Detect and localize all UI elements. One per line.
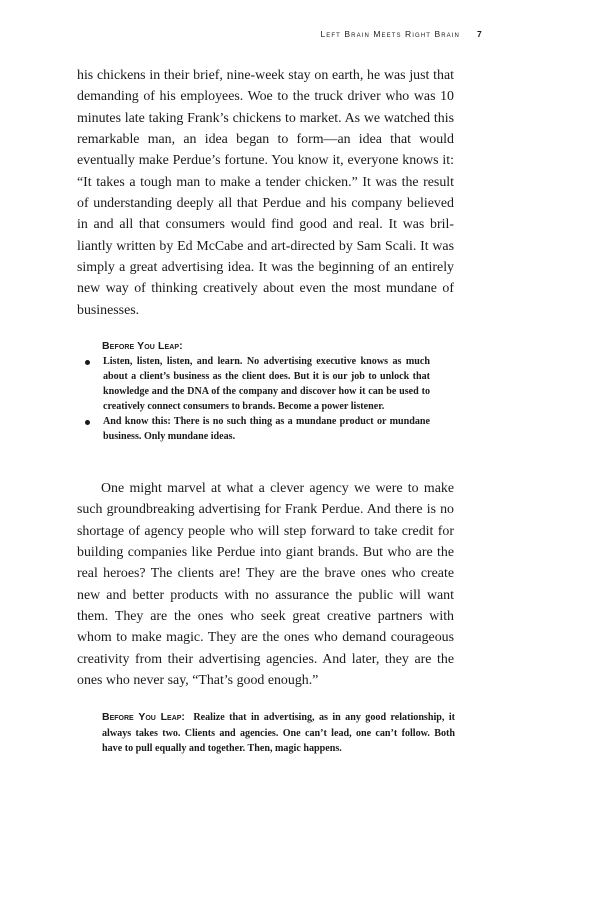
running-head bbox=[0, 29, 600, 43]
leap-item-text: And know this: There is no such thing as a mundane product or mundane business. Only mundane ideas. bbox=[103, 416, 430, 443]
leap-heading: Before You Leap: bbox=[102, 711, 185, 723]
leap-inline-text: Realize that in advertising, as in any good relationship, it always takes two. Clients and agencies. One can’t lead, one can’t follow. Both have to pull equally and together. Then, magic happens. bbox=[102, 712, 455, 755]
body-paragraph: his chickens in their brief, nine-week stay on earth, he was just that demanding of his employees. Woe to the truck driver who was 10 minutes late taking Frank’s chickens to market. As we watched this remarkable man, an idea began to form—an idea that would eventually make Perdue’s fortune. You know it, everyone knows it: “It takes a tough man to make a tender chicken.” It was the result of understanding deeply all that Perdue and his company believed in and all that consumers would find good and real. It was brilliantly written by Ed McCabe and art-directed by Sam Scali. It was simply a great advertising idea. It was the beginning of an entirely new way of thinking creatively about even the most mundane of businesses. bbox=[77, 68, 454, 318]
page-number: 7 bbox=[477, 29, 482, 39]
body-paragraph-1-block bbox=[77, 65, 454, 321]
leap-list-item bbox=[84, 354, 430, 414]
leap-list-item bbox=[84, 414, 430, 444]
leap-item-text: Listen, listen, listen, and learn. No advertising executive knows as much about a client’s business as the client does. But it is our job to unlock that knowledge and the DNA of the company and discover how it can be used to creatively connect consumers to brands. Become a power listener. bbox=[103, 356, 430, 413]
leap-list bbox=[84, 354, 430, 445]
before-you-leap-box-1 bbox=[84, 340, 430, 445]
body-paragraph-2-block bbox=[77, 478, 454, 691]
bullet-icon bbox=[85, 360, 90, 365]
leap-heading: Before You Leap: bbox=[102, 340, 183, 352]
bullet-icon bbox=[85, 420, 90, 425]
body-paragraph: One might marvel at what a clever agency we were to make such groundbreaking advertising for Frank Perdue. And there is no shortage of agency people who will step forward to take credit for building companies like Perdue into giant brands. But who are the real heroes? The clients are! They are the brave ones who create new and better products with no assurance the public will want them. They are the ones who seek great creative partners with whom to make magic. They are the ones who demand courageous creativity from their advertising agencies. And later, they are the ones who never say, “That’s good enough.” bbox=[77, 481, 454, 689]
before-you-leap-box-2 bbox=[102, 710, 455, 757]
running-title: Left Brain Meets Right Brain bbox=[320, 29, 460, 39]
leap-inline-paragraph bbox=[102, 710, 455, 757]
